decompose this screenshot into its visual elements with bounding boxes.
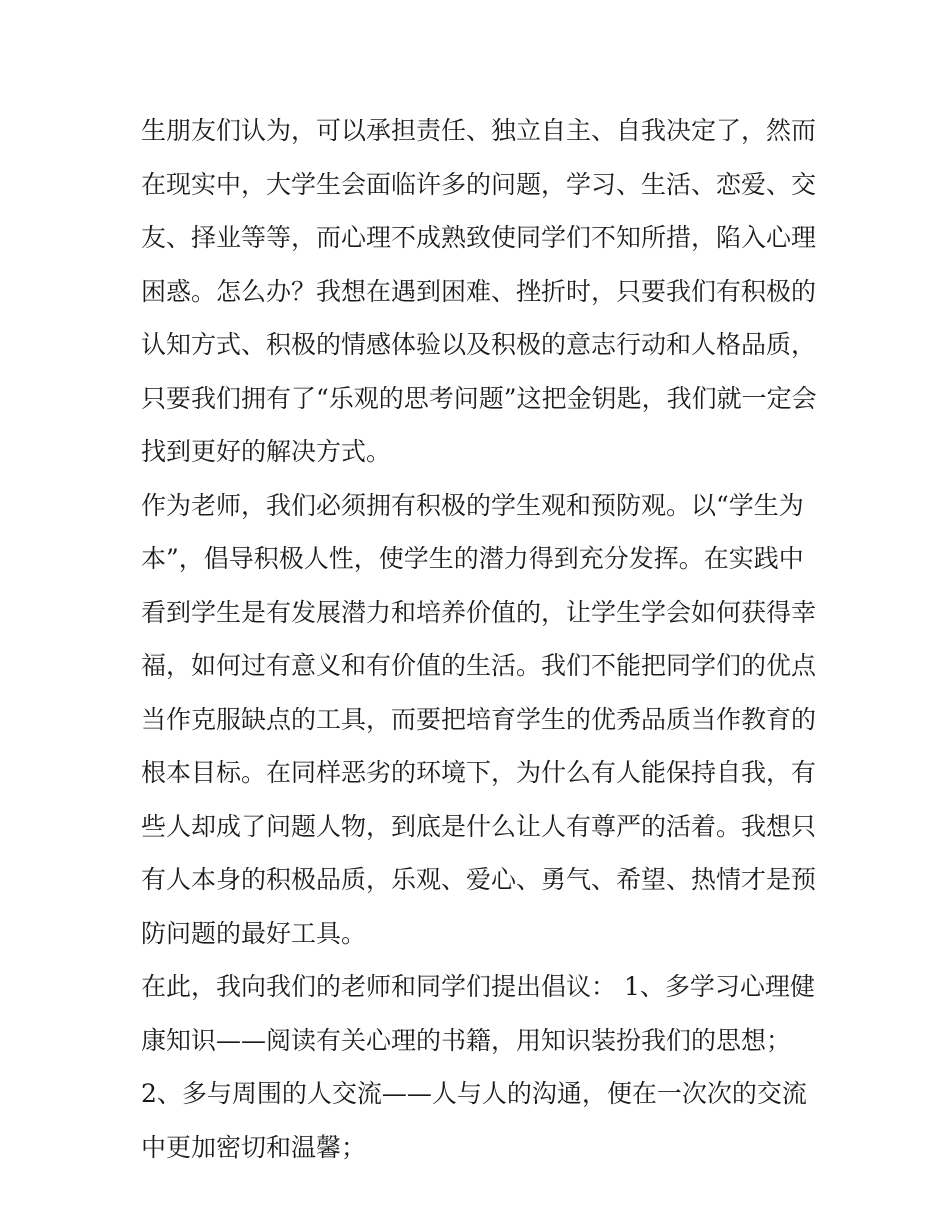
text-line: 友、择业等等，而心理不成熟致使同学们不知所措，陷入心理 <box>141 223 817 252</box>
text-line: 困惑。怎么办？我想在遇到困难、挫折时，只要我们有积极的 <box>141 276 817 306</box>
document-body <box>141 104 821 1174</box>
text-line: 看到学生是有发展潜力和培养价值的，让学生学会如何获得幸 <box>141 597 817 627</box>
paragraph-student-problems <box>141 104 821 479</box>
text-line: 防问题的最好工具。 <box>141 918 367 948</box>
text-line: 当作克服缺点的工具，而要把培育学生的优秀品质当作教育的 <box>141 704 817 734</box>
text-line: 中更加密切和温馨； <box>141 1132 367 1162</box>
text-line: 在现实中，大学生会面临许多的问题，学习、生活、恋爱、交 <box>141 169 817 199</box>
text-line: 康知识——阅读有关心理的书籍，用知识装扮我们的思想； <box>141 1025 792 1055</box>
paragraph-proposal-1 <box>141 960 821 1067</box>
text-line: 生朋友们认为，可以承担责任、独立自主、自我决定了，然而 <box>141 116 817 145</box>
text-line: 根本目标。在同样恶劣的环境下，为什么有人能保持自我，有 <box>141 758 817 787</box>
paragraph-proposal-2 <box>141 1067 821 1174</box>
text-line: 有人本身的积极品质，乐观、爱心、勇气、希望、热情才是预 <box>141 865 817 894</box>
text-line: 作为老师，我们必须拥有积极的学生观和预防观。以“学生为 <box>141 490 804 520</box>
text-line: 2、多与周围的人交流——人与人的沟通，便在一次次的交流 <box>141 1079 807 1108</box>
text-line: 只要我们拥有了“乐观的思考问题”这把金钥匙，我们就一定会 <box>141 383 817 413</box>
paragraph-teacher-view <box>141 479 821 961</box>
text-line: 找到更好的解决方式。 <box>141 437 392 466</box>
text-line: 认知方式、积极的情感体验以及积极的意志行动和人格品质， <box>141 330 817 359</box>
text-line: 些人却成了问题人物，到底是什么让人有尊严的活着。我想只 <box>141 811 817 841</box>
text-line: 福，如何过有意义和有价值的生活。我们不能把同学们的优点 <box>141 651 817 680</box>
text-line: 本”，倡导积极人性，使学生的潜力得到充分发挥。在实践中 <box>141 544 804 573</box>
text-line: 在此，我向我们的老师和同学们提出倡议： 1、多学习心理健 <box>141 972 815 1001</box>
